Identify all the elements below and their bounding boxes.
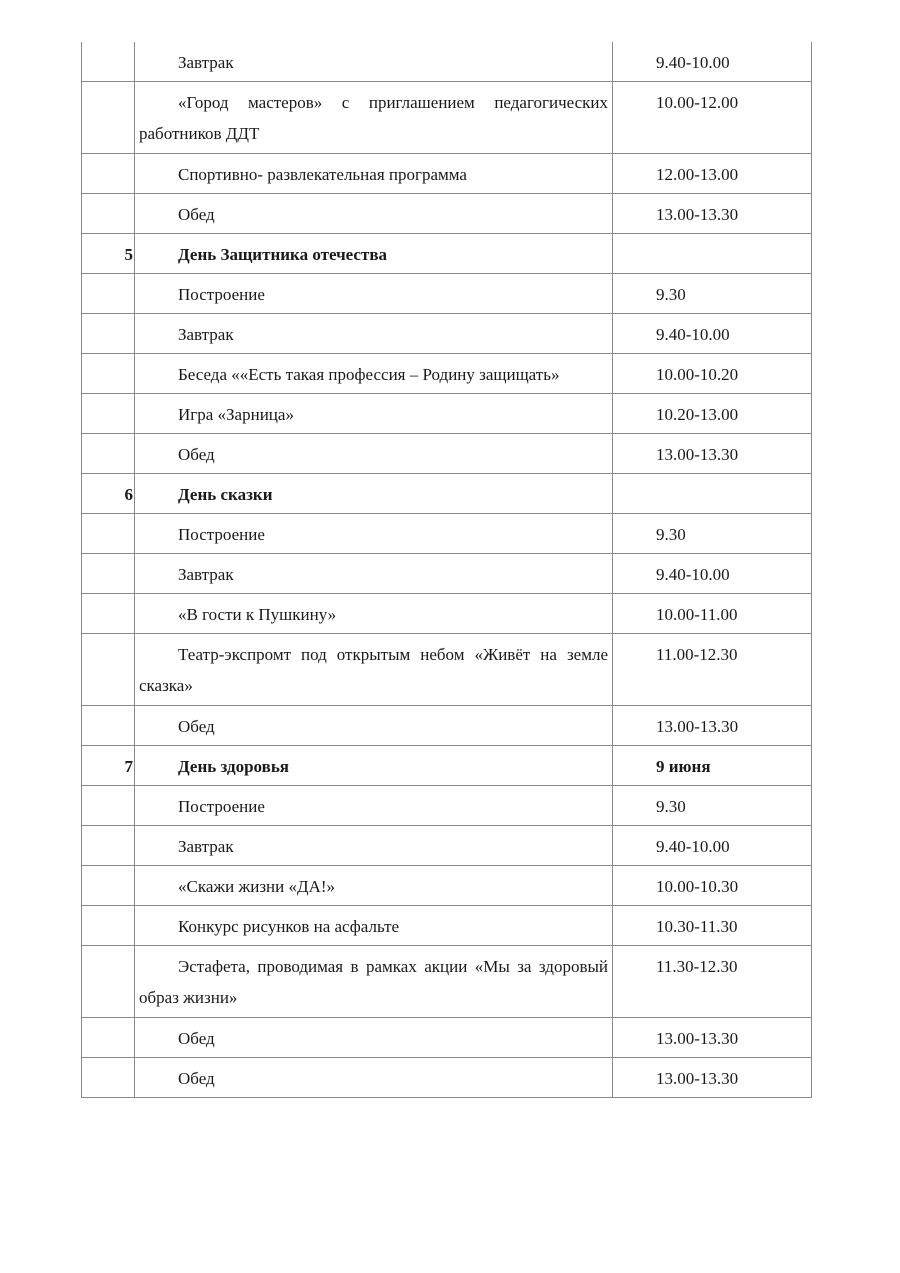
activity-cell: Обед [135,434,613,474]
day-number-cell [82,594,135,634]
day-number-cell [82,394,135,434]
activity-cell: Спортивно- развлекательная программа [135,154,613,194]
time-cell: 9.40-10.00 [613,314,812,354]
activity-cell: Построение [135,274,613,314]
day-header-row [82,474,812,514]
day-title-cell: День Защитника отечества [135,234,613,274]
time-cell: 9.40-10.00 [613,826,812,866]
day-number-cell [82,826,135,866]
day-date-cell [613,474,812,514]
schedule-table [81,42,812,1098]
table-row [82,42,812,82]
day-number-cell [82,1018,135,1058]
day-title-cell: День сказки [135,474,613,514]
activity-cell: Игра «Зарница» [135,394,613,434]
table-row [82,434,812,474]
time-cell: 11.00-12.30 [613,634,812,706]
time-cell: 13.00-13.30 [613,434,812,474]
activity-cell: Театр-экспромт под открытым небом «Живёт на земле сказка» [135,634,613,706]
day-number-cell [82,354,135,394]
schedule-table-body [82,42,812,1098]
day-number-cell [82,1058,135,1098]
table-row [82,706,812,746]
day-number-cell [82,634,135,706]
day-date-cell: 9 июня [613,746,812,786]
activity-cell: Построение [135,786,613,826]
table-row [82,274,812,314]
day-number-cell [82,866,135,906]
activity-cell: «Город мастеров» с приглашением педагогических работников ДДТ [135,82,613,154]
time-cell: 10.00-10.30 [613,866,812,906]
time-cell: 9.40-10.00 [613,42,812,82]
time-cell: 9.30 [613,786,812,826]
day-header-row [82,234,812,274]
day-number-cell [82,786,135,826]
activity-cell: Эстафета, проводимая в рамках акции «Мы за здоровый образ жизни» [135,946,613,1018]
day-number-cell [82,554,135,594]
table-row [82,1058,812,1098]
activity-cell: Построение [135,514,613,554]
time-cell: 10.00-10.20 [613,354,812,394]
activity-cell: Завтрак [135,554,613,594]
time-cell: 11.30-12.30 [613,946,812,1018]
day-number-cell [82,42,135,82]
time-cell: 13.00-13.30 [613,1058,812,1098]
activity-cell: Завтрак [135,826,613,866]
table-row [82,1018,812,1058]
day-title-cell: День здоровья [135,746,613,786]
day-number-cell [82,154,135,194]
time-cell: 9.30 [613,514,812,554]
day-number-cell [82,274,135,314]
table-row [82,826,812,866]
time-cell: 13.00-13.30 [613,194,812,234]
table-row [82,594,812,634]
time-cell: 10.00-11.00 [613,594,812,634]
activity-cell: Беседа ««Есть такая профессия – Родину защищать» [135,354,613,394]
activity-cell: Конкурс рисунков на асфальте [135,906,613,946]
activity-cell: Обед [135,1058,613,1098]
day-number-cell [82,194,135,234]
day-number-cell [82,946,135,1018]
activity-cell: «В гости к Пушкину» [135,594,613,634]
table-row [82,194,812,234]
table-row [82,394,812,434]
table-row [82,866,812,906]
time-cell: 10.20-13.00 [613,394,812,434]
table-row [82,634,812,706]
day-number-cell [82,906,135,946]
day-number-cell [82,434,135,474]
time-cell: 13.00-13.30 [613,706,812,746]
time-cell: 10.00-12.00 [613,82,812,154]
table-row [82,154,812,194]
table-row [82,354,812,394]
day-number-cell [82,314,135,354]
table-row [82,786,812,826]
time-cell: 9.30 [613,274,812,314]
time-cell: 10.30-11.30 [613,906,812,946]
day-date-cell [613,234,812,274]
table-row [82,82,812,154]
day-number-cell: 5 [82,234,135,274]
day-number-cell: 6 [82,474,135,514]
table-row [82,514,812,554]
activity-cell: Обед [135,194,613,234]
table-row [82,554,812,594]
activity-cell: Обед [135,1018,613,1058]
time-cell: 13.00-13.30 [613,1018,812,1058]
table-row [82,906,812,946]
activity-cell: Обед [135,706,613,746]
day-number-cell [82,514,135,554]
activity-cell: Завтрак [135,42,613,82]
time-cell: 12.00-13.00 [613,154,812,194]
activity-cell: Завтрак [135,314,613,354]
day-number-cell [82,82,135,154]
table-row [82,314,812,354]
activity-cell: «Скажи жизни «ДА!» [135,866,613,906]
day-number-cell: 7 [82,746,135,786]
day-header-row [82,746,812,786]
table-row [82,946,812,1018]
day-number-cell [82,706,135,746]
time-cell: 9.40-10.00 [613,554,812,594]
